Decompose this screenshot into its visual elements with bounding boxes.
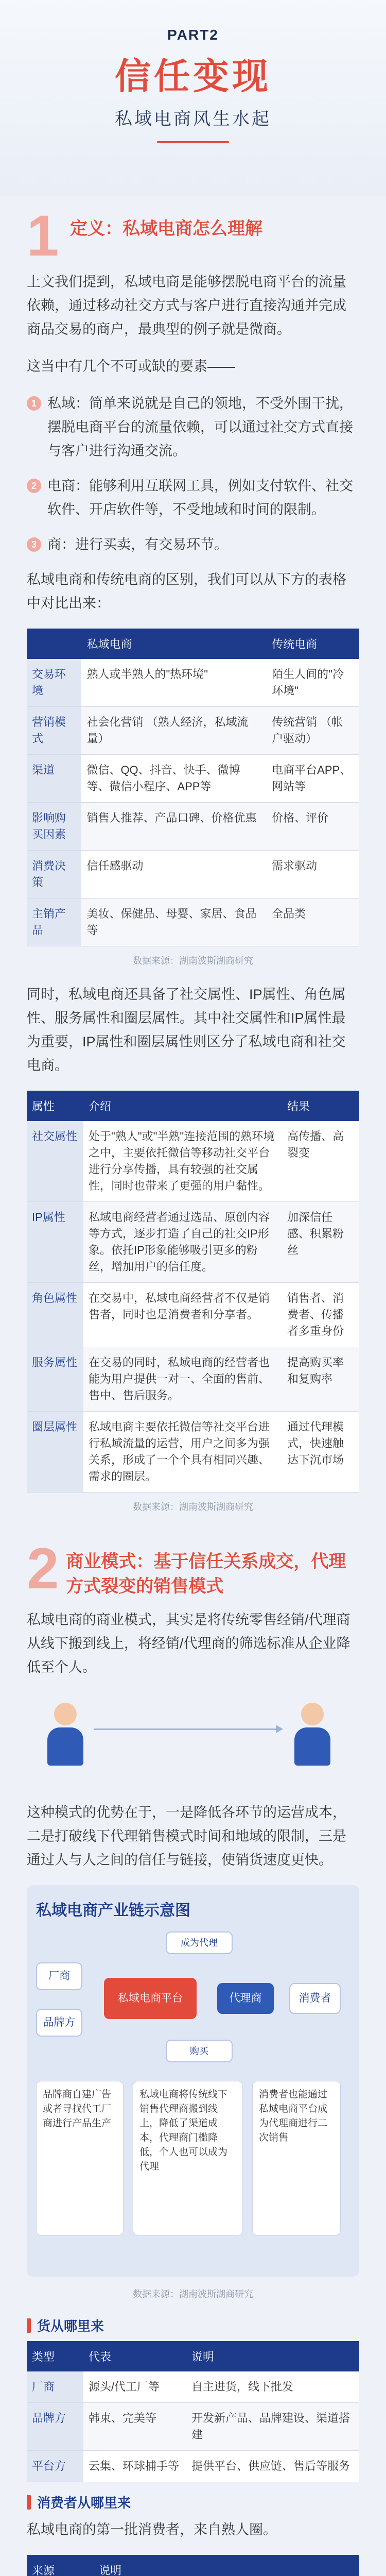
customer-intro: 私域电商的第一批消费者，来自熟人圈。 bbox=[27, 2522, 277, 2537]
table-cell: 私域电商主要依托微信等社交平台进行私域流量的运营，用户之间多为强关系，形成了一个个具有相同兴趣、需求的圈层。 bbox=[83, 1412, 282, 1493]
section-number: 1 bbox=[27, 204, 59, 268]
table-cell: IP属性 bbox=[27, 1202, 83, 1283]
compare-intro: 私域电商和传统电商的区别，我们可以从下方的表格中对比出来： bbox=[27, 572, 346, 611]
factory-node: 厂商 bbox=[36, 1962, 82, 1990]
table-cell: 社会化营销 （熟人经济，私域流量） bbox=[81, 707, 267, 755]
source-note: 数据来源：湖南波斯湖商研究 bbox=[133, 2289, 253, 2299]
section-number: 2 bbox=[27, 1536, 59, 1601]
table-row bbox=[27, 899, 359, 946]
heading-bar-icon bbox=[27, 2495, 31, 2510]
industry-chain-diagram bbox=[27, 1885, 359, 2277]
table-header: 属性 bbox=[27, 1091, 83, 1121]
table-row bbox=[27, 1283, 359, 1347]
table-row bbox=[27, 2371, 359, 2403]
table-row bbox=[27, 1202, 359, 1283]
table-header: 来源 bbox=[27, 2555, 94, 2576]
table-cell: 陌生人间的"冷环境" bbox=[267, 659, 359, 707]
table-cell: 圈层属性 bbox=[27, 1412, 83, 1493]
section-2-head bbox=[0, 1529, 386, 1608]
table-cell: 加深信任感、积累粉丝 bbox=[282, 1202, 359, 1283]
attribute-table bbox=[27, 1091, 359, 1493]
point-number-icon: 1 bbox=[27, 396, 41, 411]
table-row bbox=[27, 755, 359, 803]
table-cell: 全品类 bbox=[267, 899, 359, 946]
table-cell: 信任感驱动 bbox=[81, 851, 267, 899]
subsection-heading: 消费者从哪里来 bbox=[27, 2493, 359, 2512]
intro-paragraph: 上文我们提到，私域电商是能够摆脱电商平台的流量依赖，通过移动社交方式与客户进行直接沟通并完成商品交易的商户，最典型的例子就是微商。 bbox=[27, 274, 346, 337]
table-cell: 消费决策 bbox=[27, 851, 81, 899]
table-cell: 在交易的同时，私域电商的经营者也能为用户提供一对一、全面的售前、售中、售后服务。 bbox=[83, 1347, 282, 1412]
table-cell: 传统营销 （帐户驱动） bbox=[267, 707, 359, 755]
table-cell: 主销产品 bbox=[27, 899, 81, 946]
diagram-note: 私域电商将传统线下销售代理商搬到线上，降低了渠道成本，代理商门槛降低，个人也可以成为代理 bbox=[133, 2081, 243, 2235]
person-icon bbox=[294, 1703, 330, 1765]
table-cell: 处于"熟人"或"半熟"连接范围的熟环境之中，主要依托微信等移动社交平台进行分享传播，具有较强的社交属性，同时也带来了更强的用户黏性。 bbox=[83, 1121, 282, 1202]
section-1-head bbox=[0, 196, 386, 270]
platform-node: 私域电商平台 bbox=[104, 1978, 197, 2019]
table-row bbox=[27, 659, 359, 707]
table-cell: 韩束、完美等 bbox=[83, 2403, 186, 2451]
customer-source-table bbox=[27, 2555, 359, 2576]
buy-label: 购买 bbox=[166, 2040, 233, 2062]
table-header: 结果 bbox=[282, 1091, 359, 1121]
table-row bbox=[27, 2451, 359, 2482]
comparison-table bbox=[27, 629, 359, 946]
attribute-intro: 同时，私域电商还具备了社交属性、IP属性、角色属性、服务属性和圈层属性。其中社交属性和IP属性最为重要，IP属性和圈层属性则区分了私域电商和社交电商。 bbox=[27, 987, 346, 1073]
hero-subtitle: 私域电商风生水起 bbox=[115, 109, 271, 129]
table-row bbox=[27, 803, 359, 851]
table-cell: 提高购买率和复购率 bbox=[282, 1347, 359, 1412]
table-header: 私域电商 bbox=[81, 629, 267, 659]
table-cell: 高传播、高裂变 bbox=[282, 1121, 359, 1202]
part-badge: PART2 bbox=[167, 27, 219, 43]
hero-title: 信任变现 bbox=[115, 56, 271, 96]
source-note: 数据来源：湖南波斯湖商研究 bbox=[133, 956, 253, 966]
table-cell: 需求驱动 bbox=[267, 851, 359, 899]
table-cell: 销售者、消费者、传播者多重身份 bbox=[282, 1283, 359, 1347]
agent-node: 代理商 bbox=[217, 1983, 274, 2014]
table-cell: 厂商 bbox=[27, 2371, 83, 2403]
diagram-note: 消费者也能通过私域电商平台成为代理商进行二次销售 bbox=[252, 2081, 341, 2235]
table-cell: 销售人推荐、产品口碑、价格优惠 bbox=[81, 803, 267, 851]
subsection-heading: 货从哪里来 bbox=[27, 2316, 359, 2335]
table-cell: 渠道 bbox=[27, 755, 81, 803]
point-item bbox=[0, 392, 386, 463]
point-text: 商：进行买卖，有交易环节。 bbox=[47, 537, 228, 552]
point-number-icon: 3 bbox=[27, 537, 41, 552]
table-cell: 影响购买因素 bbox=[27, 803, 81, 851]
person-icon bbox=[47, 1703, 83, 1765]
table-cell: 微信、QQ、抖音、快手、微博等、微信小程序、APP等 bbox=[81, 755, 267, 803]
hero bbox=[0, 0, 386, 196]
table-cell: 通过代理模式，快速触达下沉市场 bbox=[282, 1412, 359, 1493]
table-cell: 熟人或半熟人的"热环境" bbox=[81, 659, 267, 707]
table-header bbox=[27, 629, 81, 659]
goods-source-table bbox=[27, 2341, 359, 2482]
table-cell: 服务属性 bbox=[27, 1347, 83, 1412]
heading-bar-icon bbox=[27, 2318, 31, 2333]
table-cell: 美妆、保健品、母婴、家居、食品等 bbox=[81, 899, 267, 946]
table-cell: 品牌方 bbox=[27, 2403, 83, 2451]
table-header: 说明 bbox=[94, 2555, 359, 2576]
table-header: 类型 bbox=[27, 2341, 83, 2371]
table-cell: 自主进货，线下批发 bbox=[186, 2371, 359, 2403]
flow-label: 成为代理 bbox=[166, 1931, 233, 1954]
table-cell: 角色属性 bbox=[27, 1283, 83, 1347]
arrow-icon bbox=[94, 1728, 279, 1730]
point-text: 私域：简单来说就是自己的领地，不受外围干扰，摆脱电商平台的流量依赖，可以通过社交方式直接与客户进行沟通交流。 bbox=[47, 396, 353, 459]
divider bbox=[157, 141, 229, 143]
table-cell: 在交易中，私域电商经营者不仅是销售者，同时也是消费者和分享者。 bbox=[83, 1283, 282, 1347]
advantage-paragraph: 这种模式的优势在于，一是降低各环节的运营成本，二是打破线下代理销售模式时间和地域的限制，三是通过人与人之间的信任与链接，使销货速度更快。 bbox=[27, 1805, 346, 1868]
table-cell: 提供平台、供应链、售后等服务 bbox=[186, 2451, 359, 2482]
point-item bbox=[0, 533, 386, 556]
point-item bbox=[0, 474, 386, 521]
diagram-title: 私域电商产业链示意图 bbox=[36, 1902, 190, 1919]
table-cell: 电商平台APP、网站等 bbox=[267, 755, 359, 803]
table-cell: 源头/代工厂等 bbox=[83, 2371, 186, 2403]
lead-paragraph: 这当中有几个不可或缺的要素—— bbox=[27, 359, 235, 374]
model-intro: 私域电商的商业模式，其实是将传统零售经销/代理商从线下搬到线上，将经销/代理商的筛选标准从企业降低至个人。 bbox=[27, 1612, 350, 1675]
point-text: 电商：能够利用互联网工具，例如支付软件、社交软件、开店软件等，不受地域和时间的限制。 bbox=[47, 478, 353, 517]
table-header: 传统电商 bbox=[267, 629, 359, 659]
table-row bbox=[27, 707, 359, 755]
table-row bbox=[27, 1412, 359, 1493]
table-row bbox=[27, 851, 359, 899]
table-header: 代表 bbox=[83, 2341, 186, 2371]
table-cell: 价格、评价 bbox=[267, 803, 359, 851]
point-number-icon: 2 bbox=[27, 479, 41, 493]
table-cell: 社交属性 bbox=[27, 1121, 83, 1202]
consumer-node: 消费者 bbox=[289, 1983, 341, 2014]
brand-node: 品牌方 bbox=[36, 2009, 82, 2037]
channel-illustration bbox=[27, 1692, 359, 1790]
table-row bbox=[27, 1121, 359, 1202]
table-cell: 交易环境 bbox=[27, 659, 81, 707]
table-cell: 私域电商经营者通过选品、原创内容等方式，逐步打造了自己的社交IP形象。依托IP形象能够吸引更多的粉丝，增加用户的信任度。 bbox=[83, 1202, 282, 1283]
table-row bbox=[27, 1347, 359, 1412]
table-cell: 营销模式 bbox=[27, 707, 81, 755]
table-cell: 开发新产品、品牌建设、渠道搭建 bbox=[186, 2403, 359, 2451]
section-heading: 定义：私域电商怎么理解 bbox=[70, 219, 262, 239]
table-cell: 平台方 bbox=[27, 2451, 83, 2482]
table-row bbox=[27, 2403, 359, 2451]
table-header: 介绍 bbox=[83, 1091, 282, 1121]
diagram-note: 品牌商自建广告或者寻找代工厂商进行产品生产 bbox=[36, 2081, 124, 2235]
table-cell: 云集、环球捕手等 bbox=[83, 2451, 186, 2482]
section-heading: 商业模式：基于信任关系成交，代理方式裂变的销售模式 bbox=[66, 1552, 346, 1596]
table-header: 说明 bbox=[186, 2341, 359, 2371]
source-note: 数据来源：湖南波斯湖商研究 bbox=[133, 1502, 253, 1512]
